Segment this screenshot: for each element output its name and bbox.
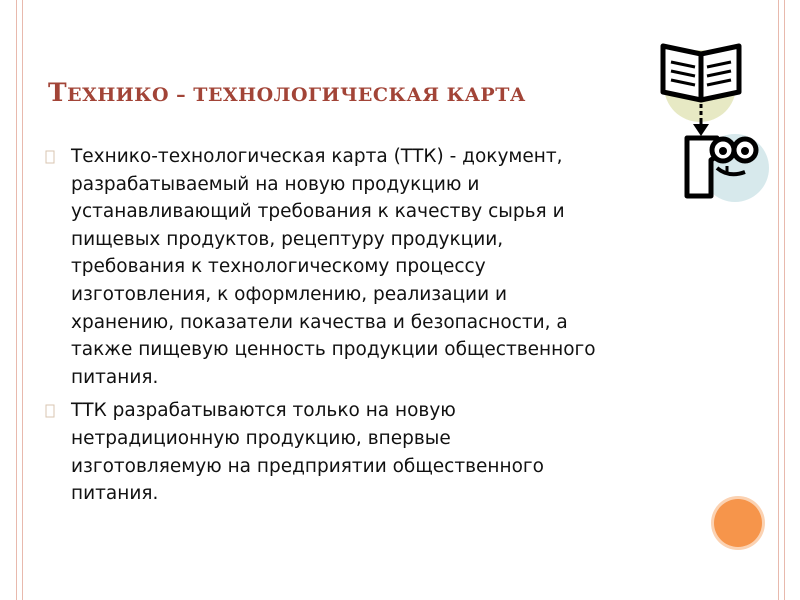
slide-title: [48, 78, 628, 107]
bullet-item: [44, 397, 664, 507]
bullet-item: [44, 143, 664, 391]
bullet-marker-icon: [44, 403, 56, 419]
bullet-marker-icon: [44, 149, 56, 165]
left-border-line: [16, 0, 17, 600]
book-icon: [663, 46, 739, 100]
decorative-orange-dot: [714, 499, 762, 547]
right-border-line-inner: [778, 0, 779, 600]
slide-title-rest: ЕХНИКО – ТЕХНОЛОГИЧЕСКАЯ КАРТА: [67, 84, 526, 106]
left-border-line-inner: [22, 0, 23, 600]
slide-title-initial: Т: [48, 78, 68, 107]
right-border-line: [784, 0, 785, 600]
bullet-text: ТТК разрабатываются только на новую нетрадиционную продукцию, впервые изготовляемую на предприятии общественного питания.: [71, 400, 544, 505]
bullet-text: Технико-технологическая карта (ТТК) - документ, разрабатываемый на новую продукцию и устанавливающий требования к качеству сырья и пищевых продуктов, рецептуру продукции, требования к технологическому процессу изготовления, к оформлению, реализации и хранению, показатели качества и безопасности, а также пищевую ценность продукции общественного питания.: [71, 146, 596, 388]
bullet-list: [44, 143, 664, 514]
clipart: [655, 38, 770, 208]
